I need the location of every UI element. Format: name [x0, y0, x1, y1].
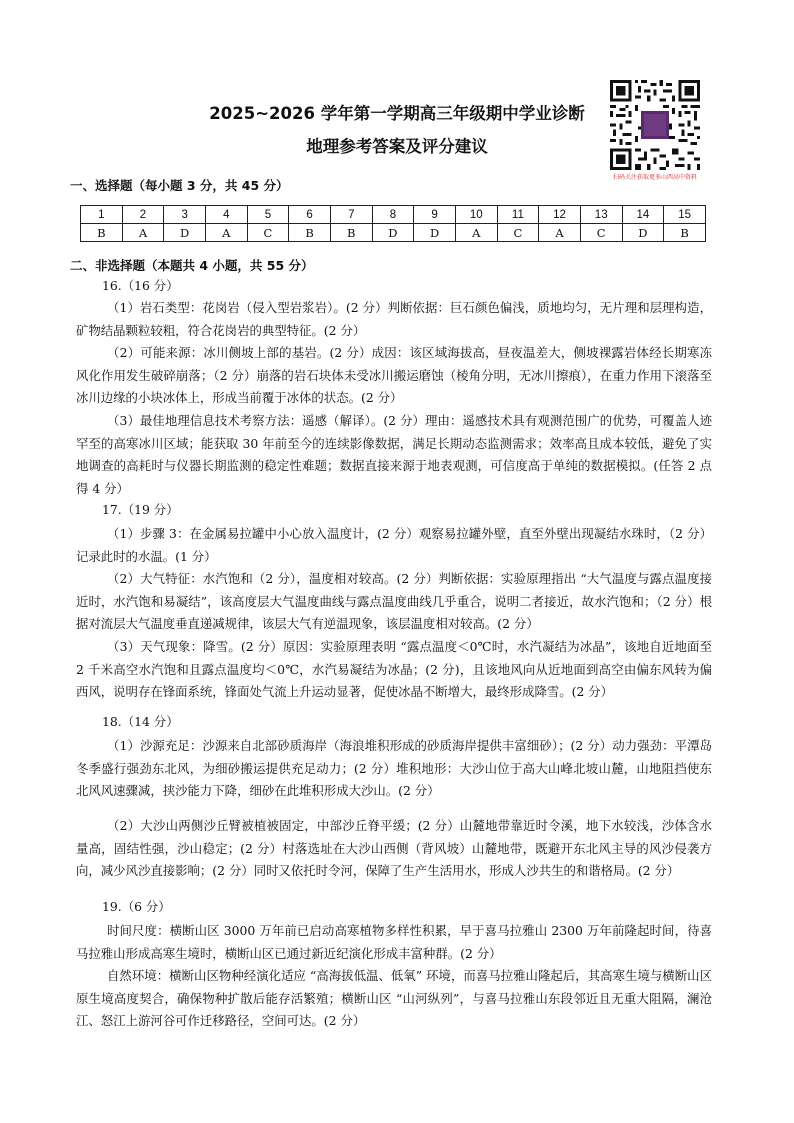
q16-part3: （3）最佳地理信息技术考察方法：遥感（解译）。(2 分）理由：遥感技术具有观测范围广的优势，可覆盖人迹罕至的高寒冰川区域；能获取 30 年前至今的连续影像数据，满足长期动态监测需求；效率高且成本较低，避免了实地调查的高耗时与仪器长期监测的稳定性难题；数据直接来源于地表观测，可信度高于单纯的数据模拟。(任答 2 点得 4 分）: [76, 413, 712, 496]
table-cell: D: [622, 224, 664, 242]
q17-part1: （1）步骤 3：在金属易拉罐中小心放入温度计，(2 分）观察易拉罐外壁，直至外壁出现凝结水珠时，（2 分）记录此时的水温。(1 分）: [76, 526, 712, 564]
table-cell: B: [81, 224, 123, 242]
table-cell: 15: [664, 206, 706, 224]
table-cell: B: [330, 224, 372, 242]
answer-table: [80, 205, 706, 242]
table-cell: 5: [247, 206, 289, 224]
table-cell: 1: [81, 206, 123, 224]
question-number-16: 16.（16 分）: [102, 278, 179, 293]
table-cell: A: [122, 224, 164, 242]
table-cell: B: [664, 224, 706, 242]
table-cell: 10: [455, 206, 497, 224]
question-number-18: 18.（14 分）: [102, 714, 179, 729]
table-cell: B: [289, 224, 331, 242]
q19-part2: 自然环境：横断山区物种经演化适应 “高海拔低温、低氧” 环境，而喜马拉雅山隆起后，其高寒生境与横断山区原生境高度契合，确保物种扩散后能存活繁殖；横断山区 “山河纵列”，与喜马拉雅山东段邻近且无重大阻隔，澜沧江、怒江上游河谷可作迁移路径，空间可达。(2 分）: [76, 968, 712, 1029]
table-cell: C: [497, 224, 539, 242]
table-cell: 2: [122, 206, 164, 224]
question-number-17: 17.（19 分）: [102, 502, 179, 517]
table-cell: D: [372, 224, 414, 242]
table-cell: 11: [497, 206, 539, 224]
answer-table-numbers-row: [81, 206, 706, 224]
page-title: 2025~2026 学年第一学期高三年级期中学业诊断: [209, 104, 585, 123]
table-cell: C: [247, 224, 289, 242]
q16-part1: （1）岩石类型：花岗岩（侵入型岩浆岩）。(2 分）判断依据：巨石颜色偏浅，质地均匀，无片理和层理构造，矿物结晶颗粒较粗，符合花岗岩的典型特征。(2 分）: [76, 300, 712, 338]
table-cell: 4: [205, 206, 247, 224]
table-cell: A: [455, 224, 497, 242]
q17-part3: （3）天气现象：降雪。(2 分）原因：实验原理表明 “露点温度＜0℃时，水汽凝结为冰晶”，该地自近地面至 2 千米高空水汽饱和且露点温度均＜0℃，水汽易凝结为冰晶；(2 分)，且该地风向从近地面到高空由偏东风转为偏西风，说明存在锋面系统，锋面处气流上升运动显著，促使冰晶不断增大，最终形成降雪。(2 分）: [76, 639, 712, 700]
q18-part1: （1）沙源充足：沙源来自北部砂质海岸（海浪堆积形成的砂质海岸提供丰富细砂）；(2 分）动力强劲：平潭岛冬季盛行强劲东北风，为细砂搬运提供充足动力；(2 分）堆积地形：大沙山位于高大山峰北坡山麓，山地阻挡使东北风风速骤减，挟沙能力下降，细砂在此堆积形成大沙山。(2 分）: [76, 738, 712, 799]
q18-part2: （2）大沙山两侧沙丘臂被植被固定，中部沙丘脊平缓；(2 分）山麓地带靠近时令溪，地下水较浅，沙体含水量高，固结性强，沙山稳定；(2 分）村落选址在大沙山西侧（背风坡）山麓地带，既避开东北风主导的风沙侵袭方向，减少风沙直接影响；(2 分）同时又依托时令河，保障了生产生活用水，形成人沙共生的和谐格局。(2 分）: [76, 818, 712, 879]
table-cell: 6: [289, 206, 331, 224]
qr-code-icon: [610, 80, 700, 170]
qr-caption: 扫码关注获取更多山西高中资料: [612, 174, 697, 181]
section-heading-choice: 一、选择题（每小题 3 分，共 45 分）: [70, 178, 289, 193]
table-cell: 13: [580, 206, 622, 224]
table-cell: D: [164, 224, 206, 242]
table-cell: 3: [164, 206, 206, 224]
question-number-19: 19.（6 分）: [102, 899, 171, 914]
page-subtitle: 地理参考答案及评分建议: [306, 137, 488, 156]
table-cell: 9: [414, 206, 456, 224]
table-cell: A: [205, 224, 247, 242]
section-heading-nonchoice: 二、非选择题（本题共 4 小题，共 55 分）: [70, 258, 314, 273]
table-cell: 8: [372, 206, 414, 224]
table-cell: 14: [622, 206, 664, 224]
answer-table-answers-row: [81, 224, 706, 242]
q16-part2: （2）可能来源：冰川侧坡上部的基岩。(2 分）成因：该区域海拔高，昼夜温差大，侧坡裸露岩体经长期寒冻风化作用发生破碎崩落；（2 分）崩落的岩石块体未受冰川搬运磨蚀（棱角分明，无冰川擦痕），在重力作用下滚落至冰川边缘的小块冰体上，形成当前覆于冰体的状态。(2 分）: [76, 345, 712, 406]
q17-part2: （2）大气特征：水汽饱和（2 分），温度相对较高。(2 分）判断依据：实验原理指出 “大气温度与露点温度接近时，水汽饱和易凝结”，该高度层大气温度曲线与露点温度曲线几乎重合，说明二者接近，故水汽饱和；（2 分）根据对流层大气温度垂直递减规律，该层大气有逆温现象，该层温度相对较高。(2 分）: [76, 571, 712, 632]
table-cell: A: [539, 224, 581, 242]
table-cell: C: [580, 224, 622, 242]
q19-part1: 时间尺度：横断山区 3000 万年前已启动高寒植物多样性积累，早于喜马拉雅山 2300 万年前隆起时间，待喜马拉雅山形成高寒生境时，横断山区已通过新近纪演化形成丰富种群。(2 分）: [76, 923, 712, 961]
table-cell: 12: [539, 206, 581, 224]
table-cell: 7: [330, 206, 372, 224]
table-cell: D: [414, 224, 456, 242]
